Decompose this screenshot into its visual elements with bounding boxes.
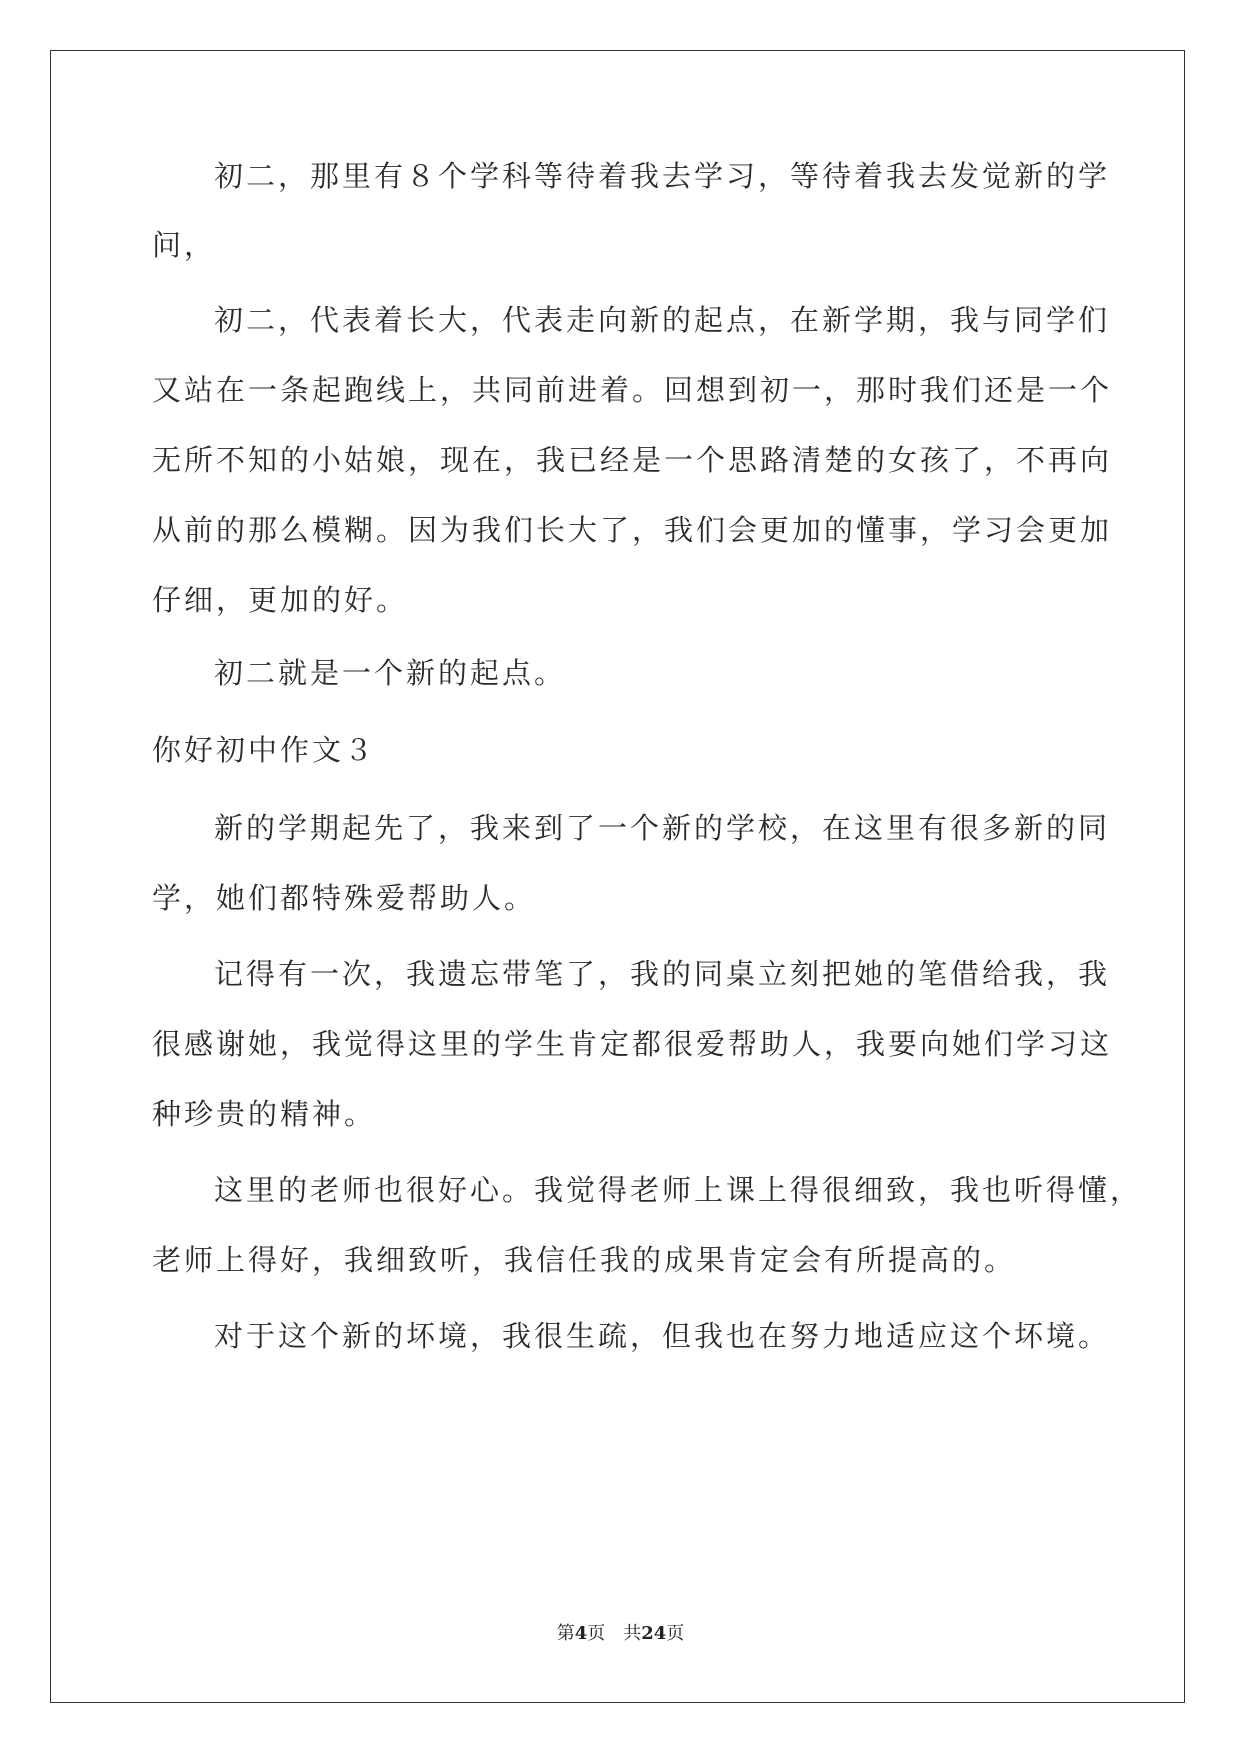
paragraph-line: 种珍贵的精神。	[152, 1097, 377, 1131]
paragraph-line: 这里的老师也很好心。我觉得老师上课上得很细致，我也听得懂，	[214, 1173, 1143, 1207]
page-footer	[0, 1622, 1241, 1646]
paragraph-line: 仔细，更加的好。	[152, 583, 409, 617]
paragraph-line: 初二，代表着长大，代表走向新的起点，在新学期，我与同学们	[214, 303, 1111, 337]
paragraph-line: 问，	[152, 228, 217, 262]
paragraph-line: 很感谢她，我觉得这里的学生肯定都很爱帮助人，我要向她们学习这	[152, 1027, 1113, 1061]
current-page-number: 4	[574, 1623, 588, 1644]
paragraph-line: 记得有一次，我遗忘带笔了，我的同桌立刻把她的笔借给我，我	[214, 957, 1111, 991]
total-prefix: 共	[623, 1623, 642, 1644]
paragraph-line: 无所不知的小姑娘，现在，我已经是一个思路清楚的女孩了，不再向	[152, 443, 1113, 477]
paragraph-line: 新的学期起先了，我来到了一个新的学校，在这里有很多新的同	[214, 811, 1111, 845]
total-page-number: 24	[641, 1623, 667, 1644]
paragraph-line: 又站在一条起跑线上，共同前进着。回想到初一，那时我们还是一个	[152, 373, 1113, 407]
paragraph-line: 从前的那么模糊。因为我们长大了，我们会更加的懂事，学习会更加	[152, 513, 1113, 547]
paragraph-line: 对于这个新的坏境，我很生疏，但我也在努力地适应这个坏境。	[214, 1319, 1111, 1353]
page-unit: 页	[587, 1623, 606, 1644]
paragraph-line: 老师上得好，我细致听，我信任我的成果肯定会有所提高的。	[152, 1243, 1017, 1277]
paragraph-line: 初二就是一个新的起点。	[214, 656, 567, 690]
paragraph-line: 学，她们都特殊爱帮助人。	[152, 881, 537, 915]
page-border	[50, 50, 1185, 1703]
section-heading: 你好初中作文３	[152, 733, 377, 767]
total-unit: 页	[666, 1623, 685, 1644]
page-prefix: 第	[556, 1623, 575, 1644]
paragraph-line: 初二，那里有８个学科等待着我去学习，等待着我去发觉新的学	[214, 159, 1111, 193]
